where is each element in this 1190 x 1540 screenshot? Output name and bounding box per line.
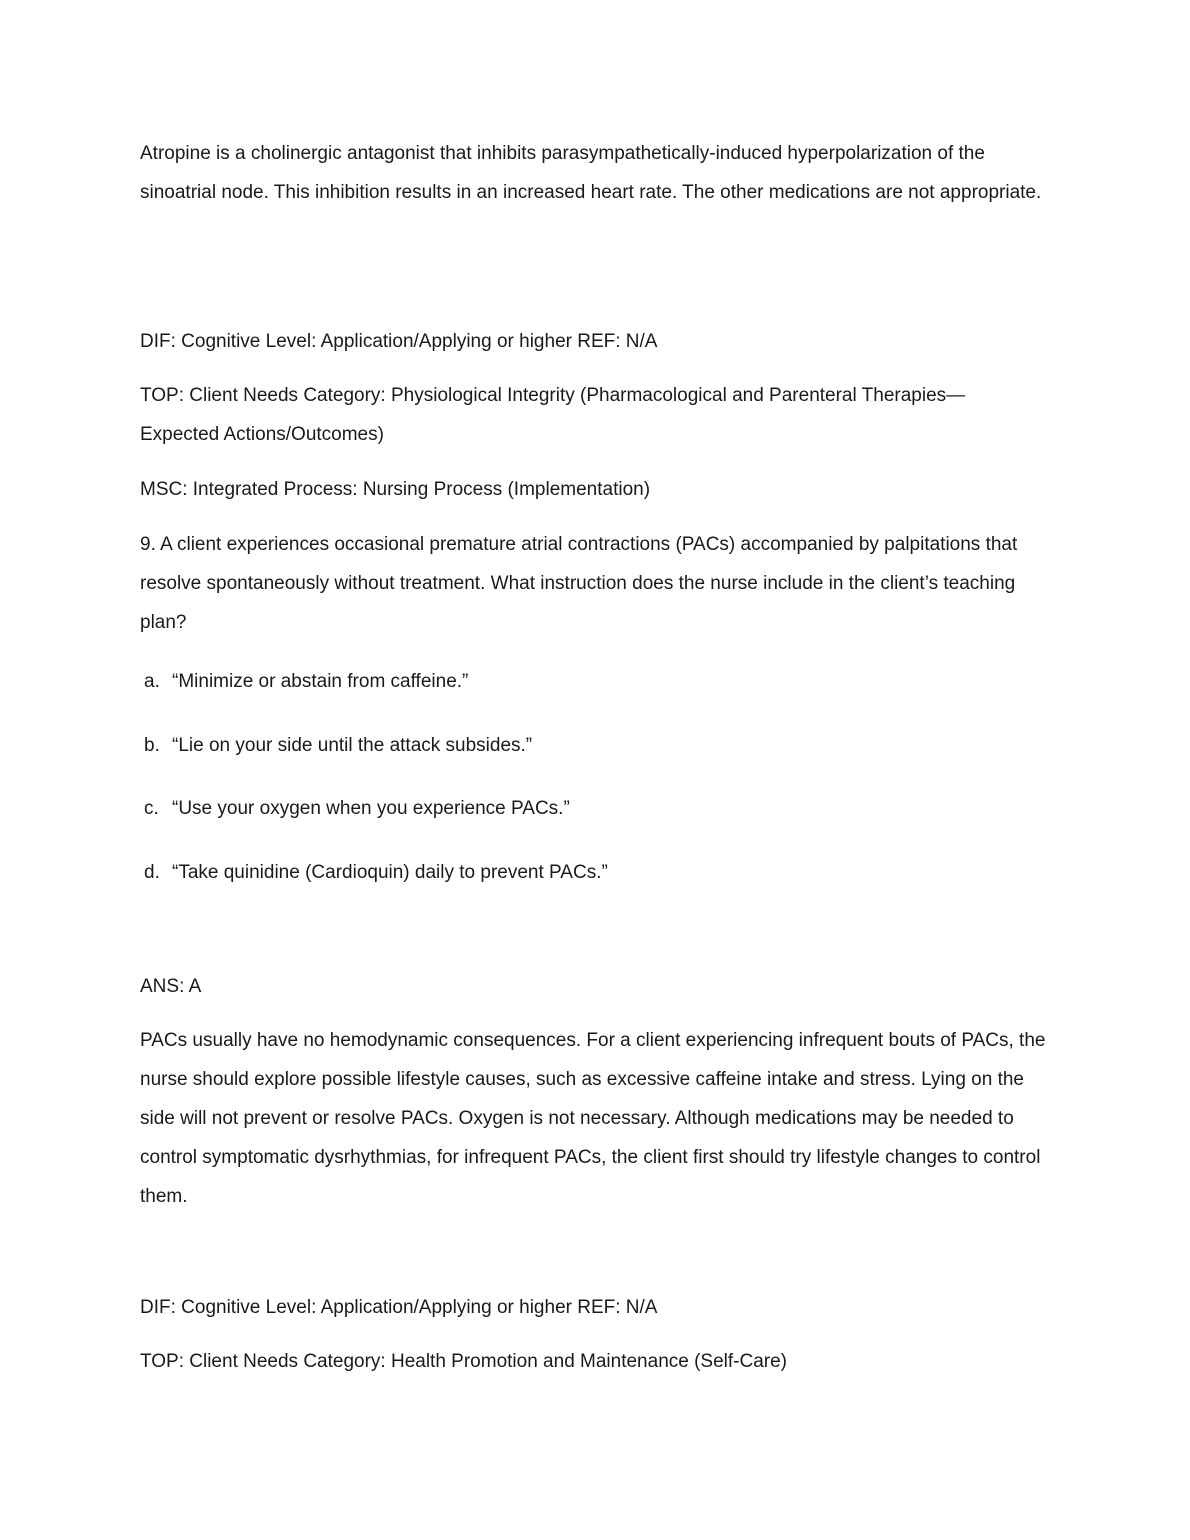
option-text: “Minimize or abstain from caffeine.” — [172, 671, 469, 692]
topic-line-2: TOP: Client Needs Category: Health Promotion and Maintenance (Self-Care) — [140, 1351, 788, 1372]
option-letter: b. — [144, 735, 160, 756]
option-text: “Lie on your side until the attack subsides.” — [172, 735, 533, 756]
difficulty-line: DIF: Cognitive Level: Application/Applying or higher REF: N/A — [140, 331, 658, 352]
option-letter: c. — [144, 798, 159, 819]
option-c — [144, 789, 570, 828]
option-letter: a. — [144, 671, 160, 692]
topic-line: TOP: Client Needs Category: Physiological Integrity (Pharmacological and Parenteral Therapies— Expected Actions/Outcomes) — [140, 385, 966, 445]
option-b — [144, 726, 532, 765]
option-letter: d. — [144, 862, 160, 883]
question-stem: 9. A client experiences occasional premature atrial contractions (PACs) accompanied by palpitations that resolve spontaneously without treatment. What instruction does the nurse include in the client’s teaching plan? — [140, 534, 1018, 633]
rationale-paragraph: PACs usually have no hemodynamic consequences. For a client experiencing infrequent bouts of PACs, the nurse should explore possible lifestyle causes, such as excessive caffeine intake and stress. Lying on the side will not prevent or resolve PACs. Oxygen is not necessary. Although medications may be needed to control symptomatic dysrhythmias, for infrequent PACs, the client first should try lifestyle changes to control them. — [140, 1030, 1046, 1207]
option-text: “Take quinidine (Cardioquin) daily to prevent PACs.” — [172, 862, 608, 883]
option-text: “Use your oxygen when you experience PACs.” — [172, 798, 570, 819]
difficulty-line-2: DIF: Cognitive Level: Application/Applying or higher REF: N/A — [140, 1297, 658, 1318]
option-d — [144, 853, 608, 892]
msc-line: MSC: Integrated Process: Nursing Process (Implementation) — [140, 479, 651, 500]
answer-line: ANS: A — [140, 976, 202, 997]
option-a — [144, 662, 468, 701]
explanation-paragraph: Atropine is a cholinergic antagonist that inhibits parasympathetically-induced hyperpolarization of the sinoatrial node. This inhibition results in an increased heart rate. The other medications are not appropriate. — [140, 143, 1042, 203]
